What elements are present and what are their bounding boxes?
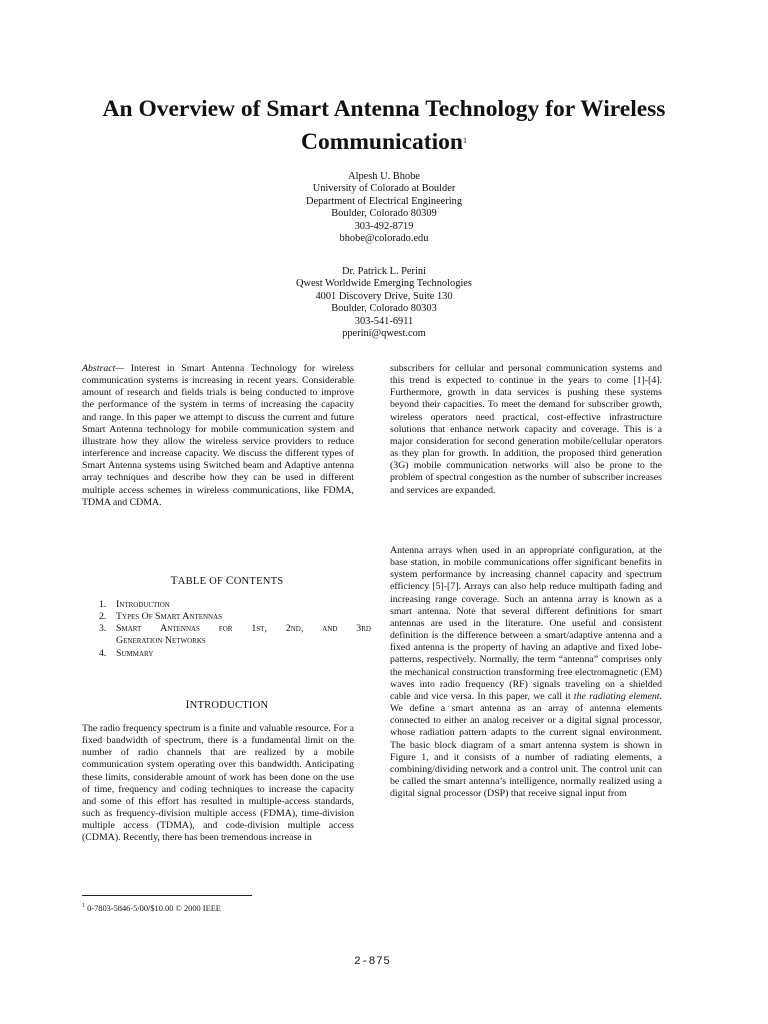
footnote-marker: 1 (82, 903, 85, 909)
abstract (82, 363, 354, 509)
toc-item: 4. Summary (99, 647, 154, 659)
page-number: 2-875 (354, 956, 391, 968)
author-address: 4001 Discovery Drive, Suite 130 (315, 290, 453, 302)
emphasis-radiating-element: the radiating element (573, 690, 660, 702)
toc-item: 2. Types Of Smart Antennas (99, 611, 223, 623)
abstract-text: Interest in Smart Antenna Technology for wireless communication systems is increasing in recent years. Considerable amount of research and fields trials is being conducted to improve the performance of the system in terms of increasing the capacity and range. In this paper we attempt to discuss the current and future Smart Antenna technology for mobile communication system and illustrate how they allow the wireless service providers to reduce interference and increase capacity. We discuss the different types of Smart Antenna systems using Switched beam and Adaptive antenna array techniques and describe how they can be used in different multiple access schemes in wireless communications, like FDMA, TDMA and CDMA. (82, 363, 354, 508)
abstract-label: Abstract— (82, 363, 125, 374)
author-email: bhobe@colorado.edu (339, 233, 429, 245)
introduction-paragraph: The radio frequency spectrum is a finite and valuable resource. For a fixed bandwidth of spectrum, there is a fundamental limit on the number of radio channels that are realized by a mobile communication system operating over this bandwidth. Anticipating these limits, considerable amount of work has been done on the use of time, frequency and coding techniques to increase the capacity and some of this effort has resulted in multiple-access standards, such as frequency-division multiple access (FDMA), time-division multiple access (TDMA), and code-division multiple access (CDMA). Recently, there has been tremendous increase in (82, 723, 354, 844)
table-of-contents (99, 599, 371, 660)
title-line-2: Communication (301, 129, 463, 155)
author-email: pperini@qwest.com (342, 328, 426, 340)
toc-heading: TABLE OF CONTENTS (170, 575, 284, 587)
footnote (82, 901, 221, 914)
footnote-divider (82, 895, 252, 896)
footnote-text: 0-7803-5846-5/00/$10.00 © 2000 IEEE (85, 904, 221, 913)
title-footnote-marker: 1 (462, 136, 467, 145)
toc-item: 1. Introduction (99, 599, 170, 610)
author-phone: 303-492-8719 (354, 220, 414, 232)
author-phone: 303-541-6911 (354, 315, 414, 327)
author-block-1 (184, 171, 584, 245)
right-column-paragraph-2: Antenna arrays when used in an appropriate configuration, at the base station, in mobile communications offer significant benefits in system performance by increasing channel capacity and spectrum efficiency [5]-[7]. Arrays can also help reduce multipath fading and increasing range coverage. Such an antenna array is known as a smart antenna. Note that several different definitions for smart antennas are used in the literature. One useful and consistent definition is the difference between a smart/adaptive antenna and a fixed antenna is the property of having an adaptive and fixed lobe-patterns, respectively. Normally, the term “antenna” comprises only the mechanical construction transforming free electromagnetic (EM) waves into radio frequency (RF) signals traveling on a shielded cable and vice versa. In this paper, we call it the radiating element. We define a smart antenna as an array of antenna elements connected to either an analog receiver or a digital signal processor, whose radiation pattern adapts to the current signal environment. The basic block diagram of a smart antenna system is shown in Figure 1, and it consists of a number of radiating elements, a combining/dividing network and a control unit. The control unit can be called the smart antenna’s intelligence, normally realized using a digital signal processor (DSP) that receive signal input from (390, 545, 662, 800)
author-name: Alpesh U. Bhobe (348, 171, 420, 182)
author-department: Department of Electrical Engineering (305, 195, 463, 207)
abstract-paragraph (82, 363, 354, 509)
introduction-heading: INTRODUCTION (185, 699, 269, 711)
right-column-paragraph-1: subscribers for cellular and personal communication systems and this trend is expected to continue in the years to come [1]-[4]. Furthermore, growth in data services is pushing these systems beyond their capacities. To meet the demand for subscriber growth, wireless operators need practical, cost-effective infrastructure solutions that enhance network capacity and coverage. This is a major consideration for second generation mobile/cellular operators as they plan for growth. In addition, the proposed third generation (3G) mobile communication networks will also be prone to the problem of spectral congestion as the number of subscriber increases and services are expanded. (390, 363, 662, 496)
toc-item: 3. Smart Antennas for 1st, 2nd, and 3rd Generation Networks (99, 623, 371, 647)
author-affiliation: Qwest Worldwide Emerging Technologies (296, 278, 472, 290)
author-block-2 (184, 266, 584, 340)
introduction-body (82, 723, 354, 845)
toc-item-line: Smart Antennas for 1st, 2nd, and 3rd (116, 623, 371, 635)
author-city: Boulder, Colorado 80303 (331, 303, 437, 315)
author-city: Boulder, Colorado 80309 (331, 208, 437, 220)
author-name: Dr. Patrick L. Perini (342, 266, 426, 277)
author-affiliation: University of Colorado at Boulder (312, 183, 456, 195)
title-line-1: An Overview of Smart Antenna Technology for Wireless (102, 96, 666, 122)
paper-title (60, 94, 708, 158)
